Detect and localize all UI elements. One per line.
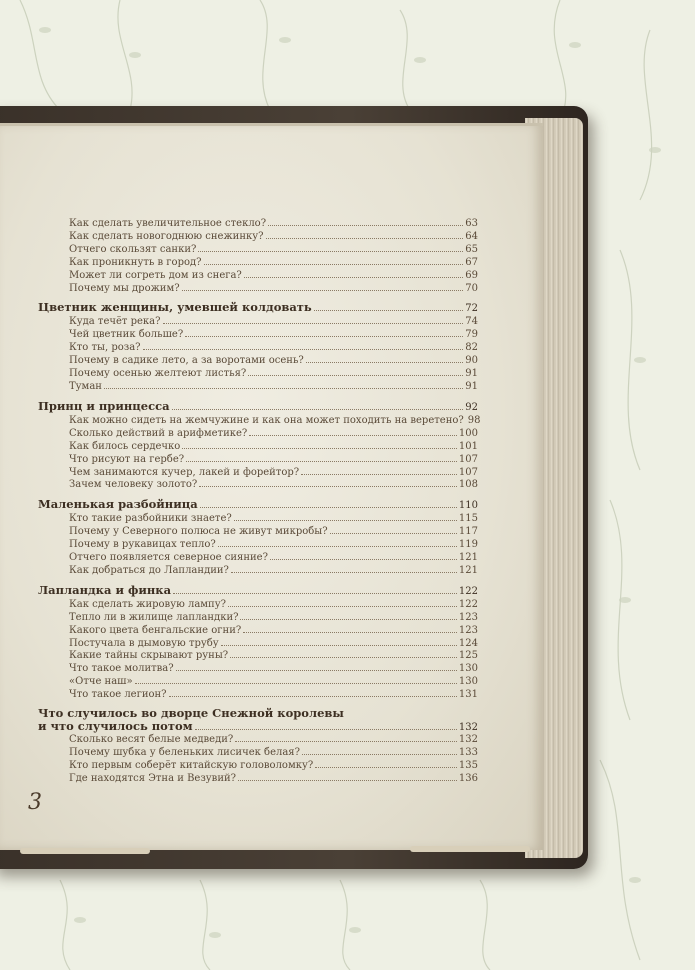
toc-entry[interactable]: Тепло ли в жилище лапландки? 123 [69, 611, 478, 623]
toc-entry[interactable]: Почему у Северного полюса не живут микробы? 117 [69, 526, 478, 538]
toc-entry[interactable]: Может ли согреть дом из снега? 69 [69, 269, 478, 281]
toc-entry[interactable]: Какие тайны скрывают руны? 125 [69, 650, 478, 662]
toc-entry[interactable]: Чем занимаются кучер, лакей и форейтор? 107 [69, 466, 478, 478]
toc-entry[interactable]: Почему шубка у беленьких лисичек белая? 133 [69, 747, 478, 758]
toc-entry[interactable]: Что такое молитва? 130 [69, 663, 478, 675]
toc-entry[interactable]: Почему в садике лето, а за воротами осень? 90 [69, 355, 478, 367]
toc-entry[interactable]: «Отче наш» 130 [69, 676, 478, 688]
page-number: 3 [28, 790, 42, 815]
toc-section-heading[interactable]: и что случилось потом 132 [38, 719, 478, 734]
toc-entry[interactable]: Как можно сидеть на жемчужине и как она может походить на веретено? 98 [69, 414, 481, 426]
page-top-edge [0, 123, 543, 126]
toc-entry[interactable]: Как проникнуть в город? 67 [69, 256, 478, 268]
toc-entry[interactable]: Сколько действий в арифметике? 100 [69, 427, 478, 439]
toc-entry[interactable]: Что рисуют на гербе? 107 [69, 453, 478, 465]
toc-entry[interactable]: Почему в рукавицах тепло? 119 [69, 539, 478, 551]
toc-entry[interactable]: Зачем человеку золото? 108 [69, 479, 478, 491]
toc-entry[interactable]: Как сделать жировую лампу? 122 [69, 598, 478, 610]
toc-entry[interactable]: Почему мы дрожим? 70 [69, 282, 478, 294]
toc-entry[interactable]: Как билось сердечко 101 [69, 440, 478, 452]
bottom-page-edge [410, 846, 530, 852]
toc-entry[interactable]: Что такое легион? 131 [69, 689, 478, 701]
toc-entry[interactable]: Постучала в дымовую трубу 124 [69, 637, 478, 649]
toc-entry[interactable]: Сколько весят белые медведи? 132 [69, 734, 478, 746]
toc-entry[interactable]: Кто такие разбойники знаете? 115 [69, 513, 478, 525]
toc-section-heading[interactable]: Принц и принцесса 92 [38, 398, 478, 413]
toc-entry[interactable]: Куда течёт река? 74 [69, 316, 478, 328]
toc-entry[interactable]: Отчего скользят санки? 65 [69, 243, 478, 255]
toc-entry[interactable]: Как сделать новогоднюю снежинку? 64 [69, 230, 478, 242]
toc-section-heading[interactable]: Лапландка и финка 122 [38, 582, 478, 597]
toc-entry[interactable]: Как сделать увеличительное стекло? 63 [69, 218, 478, 229]
toc-section-heading[interactable]: Что случилось во дворце Снежной королевы [38, 706, 344, 721]
toc-entry[interactable]: Отчего появляется северное сияние? 121 [69, 552, 478, 564]
toc-entry[interactable]: Кто ты, роза? 82 [69, 342, 478, 354]
toc-entry[interactable]: Где находятся Этна и Везувий? 136 [69, 772, 478, 784]
toc-entry[interactable]: Чей цветник больше? 79 [69, 329, 478, 341]
toc-entry[interactable]: Как добраться до Лапландии? 121 [69, 564, 478, 576]
table-of-contents [38, 218, 481, 786]
toc-section-heading[interactable]: Цветник женщины, умевшей колдовать 72 [38, 300, 478, 315]
toc-entry[interactable]: Туман 91 [69, 380, 478, 392]
toc-entry[interactable]: Какого цвета бенгальские огни? 123 [69, 624, 478, 636]
bottom-page-edge [20, 848, 150, 854]
toc-entry[interactable]: Почему осенью желтеют листья? 91 [69, 368, 478, 380]
toc-section-heading[interactable]: Маленькая разбойница 110 [38, 497, 478, 512]
toc-entry[interactable]: Кто первым соберёт китайскую головоломку? 135 [69, 759, 478, 771]
